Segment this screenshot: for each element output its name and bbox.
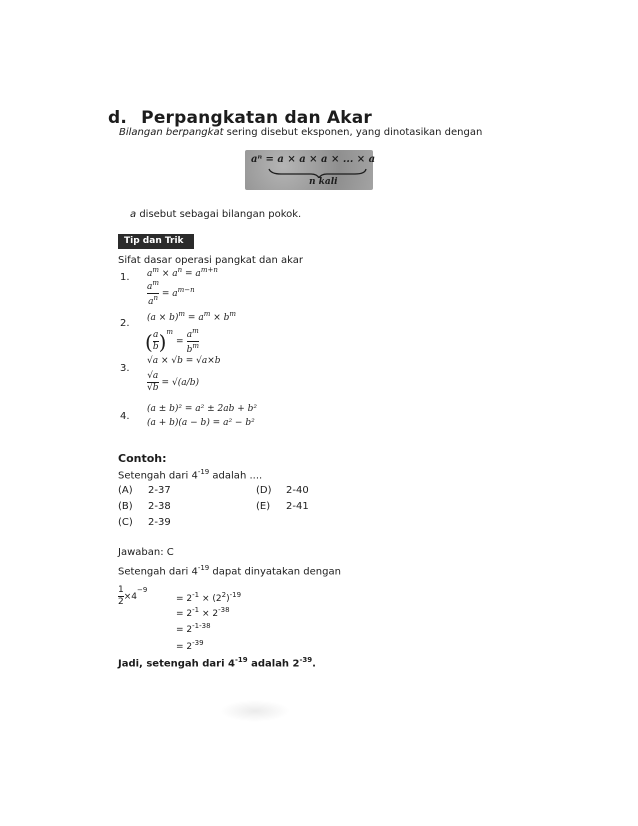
calc-step-1-exp3: -19 <box>229 591 242 599</box>
example-question-exp: -19 <box>197 468 210 476</box>
calc-lhs-exp: −9 <box>137 586 148 594</box>
calc-frac-den: 2 <box>118 597 124 607</box>
rule-root-quotient-rhs: √(a/b) <box>172 377 199 388</box>
scan-smudge <box>220 700 290 722</box>
example-question <box>118 468 262 481</box>
rule-root-quotient <box>147 372 199 393</box>
rule-quotient-rhs-exp: m−n <box>177 286 195 294</box>
option-d-value: 2-40 <box>286 485 309 496</box>
rule-product-exp3: m+n <box>200 266 218 274</box>
calc-step-4-exp: -39 <box>192 639 204 647</box>
calc-lhs-rest: ×4 <box>123 591 138 602</box>
tip-number-3: 3. <box>120 363 130 374</box>
rule-power-quotient-rhs-den-exp: m <box>192 342 199 350</box>
rule-product-mid: × a <box>159 269 178 279</box>
calc-step-1-mid: × (2 <box>199 594 222 604</box>
rule-quotient-rhs: = a <box>161 289 178 299</box>
base-note-rest: disebut sebagai bilangan pokok. <box>136 209 302 220</box>
calc-step-2-exp2: -38 <box>218 606 230 614</box>
tip-label: Tip dan Trik <box>118 234 194 249</box>
rule-product-eq: = a <box>182 269 201 279</box>
example-title: Contoh: <box>118 452 167 465</box>
answer-explanation-exp: -19 <box>197 564 210 572</box>
calc-step-3-pre: = 2 <box>176 625 193 635</box>
conclusion-end: . <box>312 658 316 670</box>
option-d <box>256 485 309 496</box>
rule-power-product-rhs: = a <box>185 313 204 323</box>
intro-rest: sering disebut eksponen, yang dinotasikan dengan <box>223 127 483 138</box>
calc-step-1-close: ) <box>226 594 230 604</box>
rule-power-quotient-exp: m <box>166 328 174 336</box>
calc-step-1-exp2: 2 <box>221 591 227 599</box>
rule-power-quotient-num: a <box>153 330 159 340</box>
rule-power-product-exp1: m <box>203 310 211 318</box>
option-b-label: (B) <box>118 501 133 512</box>
calc-step-1 <box>176 591 241 604</box>
option-b <box>118 501 171 512</box>
example-question-pre: Setengah dari 4 <box>118 470 198 482</box>
example-question-post: adalah .... <box>209 470 263 482</box>
calc-step-1-pre: = 2 <box>176 594 193 604</box>
rule-power-quotient-rhs-num: a <box>186 330 193 340</box>
conclusion <box>118 656 316 669</box>
rule-product <box>147 266 218 279</box>
rule-power-product-exp2: m <box>229 310 237 318</box>
rule-power-product <box>147 310 236 323</box>
rule-quotient-num-exp: m <box>152 279 160 287</box>
rule-power-product-mid: × b <box>210 313 230 323</box>
rule-power-quotient-den: b <box>152 342 159 352</box>
rule-power-quotient: ( $\frac{a}{b}$ ) m = $\frac{a^m}{b^m}$ <box>145 327 199 355</box>
calc-step-2-pre: = 2 <box>176 609 193 619</box>
option-e <box>256 501 309 512</box>
answer-line: Jawaban: C <box>118 547 174 558</box>
tip-number-2: 2. <box>120 318 130 329</box>
option-c <box>118 517 171 528</box>
option-c-label: (C) <box>118 517 133 528</box>
answer-explanation <box>118 564 341 577</box>
formula-box <box>245 150 376 190</box>
option-a-value: 2-37 <box>148 485 171 496</box>
conclusion-exp2: -39 <box>299 656 313 664</box>
tip-number-1: 1. <box>120 272 130 283</box>
base-note <box>130 209 301 220</box>
section-heading <box>108 108 372 128</box>
rule-root-quotient-eq: = <box>161 377 170 388</box>
intro-italic: Bilangan berpangkat <box>119 127 224 138</box>
rule-power-quotient-rhs-num-exp: m <box>192 327 199 335</box>
answer-explanation-post: dapat dinyatakan dengan <box>209 566 341 578</box>
tips-intro: Sifat dasar operasi pangkat dan akar <box>118 255 303 266</box>
calc-step-2 <box>176 606 230 619</box>
rule-product-exp2: n <box>177 266 183 274</box>
rule-power-product-exp: m <box>178 310 186 318</box>
rule-root-quotient-den: √b <box>147 383 159 393</box>
conclusion-exp1: -19 <box>234 656 248 664</box>
rule-quotient-den: a <box>148 297 154 307</box>
calc-lhs <box>118 586 147 607</box>
intro-line <box>119 127 482 138</box>
option-a <box>118 485 171 496</box>
calc-step-2-mid: × 2 <box>199 609 219 619</box>
option-e-label: (E) <box>256 501 271 512</box>
formula-expression: aⁿ = a × a × a × ... × a <box>251 154 376 165</box>
formula-caption: n kali <box>309 177 338 187</box>
rule-difference-squares: (a + b)(a − b) = a² − b² <box>147 418 255 428</box>
option-c-value: 2-39 <box>148 517 171 528</box>
rule-root-product: √a × √b = √a×b <box>147 356 221 366</box>
rule-quotient-num: a <box>147 282 153 292</box>
rule-power-quotient-rhs-den: b <box>186 345 193 355</box>
section-letter: d. <box>108 108 128 128</box>
calc-step-1-exp1: -1 <box>192 591 200 599</box>
conclusion-mid: adalah 2 <box>247 658 300 670</box>
calc-step-3 <box>176 622 211 635</box>
calc-step-2-exp1: -1 <box>192 606 200 614</box>
calc-step-3-exp: -1-38 <box>192 622 211 630</box>
calc-step-4-pre: = 2 <box>176 642 193 652</box>
rule-root-quotient-num: √a <box>147 371 159 381</box>
base-note-italic: a <box>130 209 137 220</box>
rule-square-sum: (a ± b)² = a² ± 2ab + b² <box>147 404 258 414</box>
answer-explanation-pre: Setengah dari 4 <box>118 566 198 578</box>
tip-number-4: 4. <box>120 411 130 422</box>
rule-power-product-lhs: (a × b) <box>147 313 179 323</box>
conclusion-pre: Jadi, setengah dari 4 <box>118 658 235 670</box>
option-d-label: (D) <box>256 485 272 496</box>
section-title: Perpangkatan dan Akar <box>141 108 373 128</box>
calc-frac-num: 1 <box>118 585 124 595</box>
rule-quotient-den-exp: n <box>153 294 158 302</box>
rule-quotient <box>147 280 195 307</box>
option-e-value: 2-41 <box>286 501 309 512</box>
calc-step-4 <box>176 639 204 652</box>
option-b-value: 2-38 <box>148 501 171 512</box>
rule-product-exp1: m <box>152 266 160 274</box>
rule-product-a: a <box>147 269 153 279</box>
option-a-label: (A) <box>118 485 133 496</box>
